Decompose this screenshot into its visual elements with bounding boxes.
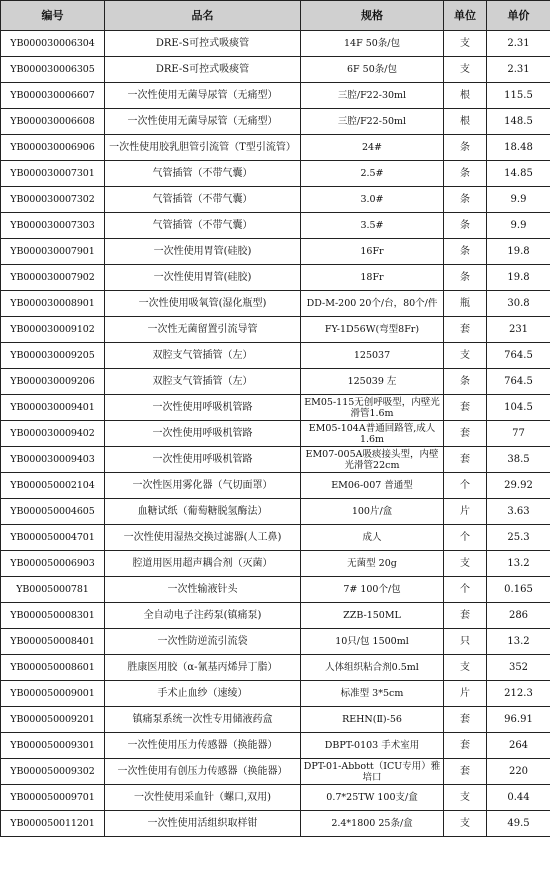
cell-name: 一次性使用压力传感器（换能器） bbox=[105, 733, 301, 759]
cell-spec: REHN(Ⅱ)-56 bbox=[301, 707, 444, 733]
cell-code: YB000050009001 bbox=[1, 681, 105, 707]
cell-unit: 套 bbox=[444, 603, 487, 629]
cell-unit: 个 bbox=[444, 577, 487, 603]
cell-name: 胜康医用胶（α-氰基丙烯异丁脂） bbox=[105, 655, 301, 681]
cell-unit: 片 bbox=[444, 681, 487, 707]
cell-unit: 条 bbox=[444, 161, 487, 187]
cell-unit: 片 bbox=[444, 499, 487, 525]
cell-code: YB000050011201 bbox=[1, 811, 105, 837]
cell-unit: 套 bbox=[444, 395, 487, 421]
cell-name: 一次性使用呼吸机管路 bbox=[105, 421, 301, 447]
cell-price: 231 bbox=[487, 317, 550, 343]
cell-price: 19.8 bbox=[487, 265, 550, 291]
cell-spec: 标准型 3*5cm bbox=[301, 681, 444, 707]
cell-price: 38.5 bbox=[487, 447, 550, 473]
cell-code: YB000030009401 bbox=[1, 395, 105, 421]
cell-spec: 6F 50条/包 bbox=[301, 57, 444, 83]
cell-spec: 成人 bbox=[301, 525, 444, 551]
cell-unit: 套 bbox=[444, 707, 487, 733]
cell-price: 148.5 bbox=[487, 109, 550, 135]
cell-price: 212.3 bbox=[487, 681, 550, 707]
table-row bbox=[1, 213, 550, 239]
cell-unit: 条 bbox=[444, 265, 487, 291]
cell-spec: 24# bbox=[301, 135, 444, 161]
table-row bbox=[1, 265, 550, 291]
cell-code: YB000030009205 bbox=[1, 343, 105, 369]
cell-code: YB000050006903 bbox=[1, 551, 105, 577]
table-row bbox=[1, 473, 550, 499]
cell-name: 手术止血纱（速绫） bbox=[105, 681, 301, 707]
cell-price: 29.92 bbox=[487, 473, 550, 499]
cell-spec: DPT-01-Abbott（ICU专用）雅培口 bbox=[301, 759, 444, 785]
cell-spec: 3.5# bbox=[301, 213, 444, 239]
cell-spec: 三腔/F22-30ml bbox=[301, 83, 444, 109]
column-header-unit: 单位 bbox=[444, 1, 487, 31]
table-row bbox=[1, 811, 550, 837]
cell-price: 104.5 bbox=[487, 395, 550, 421]
cell-unit: 只 bbox=[444, 629, 487, 655]
cell-name: 一次性使用呼吸机管路 bbox=[105, 395, 301, 421]
table-row bbox=[1, 161, 550, 187]
cell-price: 352 bbox=[487, 655, 550, 681]
cell-spec: ZZB-150ML bbox=[301, 603, 444, 629]
cell-unit: 套 bbox=[444, 447, 487, 473]
cell-name: 一次性使用采血针（螺口,双用) bbox=[105, 785, 301, 811]
cell-name: 腔道用医用超声耦合剂（灭菌） bbox=[105, 551, 301, 577]
cell-price: 2.31 bbox=[487, 31, 550, 57]
cell-unit: 根 bbox=[444, 109, 487, 135]
cell-price: 3.63 bbox=[487, 499, 550, 525]
table-row bbox=[1, 629, 550, 655]
cell-code: YB000050008601 bbox=[1, 655, 105, 681]
column-header-code: 编号 bbox=[1, 1, 105, 31]
table-row bbox=[1, 733, 550, 759]
cell-name: 一次性输液针头 bbox=[105, 577, 301, 603]
cell-spec: 14F 50条/包 bbox=[301, 31, 444, 57]
cell-price: 49.5 bbox=[487, 811, 550, 837]
table-row bbox=[1, 291, 550, 317]
table-row bbox=[1, 187, 550, 213]
table-row bbox=[1, 317, 550, 343]
cell-code: YB000030008901 bbox=[1, 291, 105, 317]
cell-price: 25.3 bbox=[487, 525, 550, 551]
table-row bbox=[1, 681, 550, 707]
cell-spec: EM07-005A吸痰接头型，内壁光滑管22cm bbox=[301, 447, 444, 473]
cell-spec: 125039 左 bbox=[301, 369, 444, 395]
cell-spec: 100片/盒 bbox=[301, 499, 444, 525]
cell-spec: DD-M-200 20个/台，80个/件 bbox=[301, 291, 444, 317]
cell-code: YB000030007901 bbox=[1, 239, 105, 265]
cell-name: 一次性使用无菌导尿管（无痛型） bbox=[105, 109, 301, 135]
cell-price: 14.85 bbox=[487, 161, 550, 187]
cell-spec: 16Fr bbox=[301, 239, 444, 265]
table-row bbox=[1, 369, 550, 395]
cell-unit: 个 bbox=[444, 473, 487, 499]
cell-name: 一次性使用呼吸机管路 bbox=[105, 447, 301, 473]
cell-code: YB000030007301 bbox=[1, 161, 105, 187]
table-row bbox=[1, 109, 550, 135]
cell-spec: 3.0# bbox=[301, 187, 444, 213]
table-row bbox=[1, 499, 550, 525]
table-row bbox=[1, 31, 550, 57]
cell-spec: DBPT-0103 手术室用 bbox=[301, 733, 444, 759]
cell-name: 镇痛泵系统一次性专用储液药盒 bbox=[105, 707, 301, 733]
cell-unit: 瓶 bbox=[444, 291, 487, 317]
cell-unit: 支 bbox=[444, 57, 487, 83]
table-row bbox=[1, 395, 550, 421]
cell-spec: EM06-007 普通型 bbox=[301, 473, 444, 499]
cell-spec: EM05-115无创呼吸型，内壁光滑管1.6m bbox=[301, 395, 444, 421]
cell-unit: 支 bbox=[444, 343, 487, 369]
cell-unit: 条 bbox=[444, 135, 487, 161]
cell-name: DRE-S可控式吸痰管 bbox=[105, 31, 301, 57]
cell-name: 一次性无菌留置引流导管 bbox=[105, 317, 301, 343]
cell-name: 气管插管（不带气囊） bbox=[105, 213, 301, 239]
table-row bbox=[1, 421, 550, 447]
cell-price: 764.5 bbox=[487, 343, 550, 369]
cell-name: 双腔支气管插管（左） bbox=[105, 369, 301, 395]
table-row bbox=[1, 57, 550, 83]
cell-code: YB000050009201 bbox=[1, 707, 105, 733]
cell-spec: FY-1D56W(弯型8Fr) bbox=[301, 317, 444, 343]
cell-name: 一次性使用无菌导尿管（无痛型） bbox=[105, 83, 301, 109]
cell-code: YB000050009701 bbox=[1, 785, 105, 811]
table-row bbox=[1, 603, 550, 629]
cell-code: YB000050004701 bbox=[1, 525, 105, 551]
cell-name: 一次性医用雾化器（气切面罩） bbox=[105, 473, 301, 499]
cell-code: YB000030007303 bbox=[1, 213, 105, 239]
cell-code: YB000030009402 bbox=[1, 421, 105, 447]
cell-price: 286 bbox=[487, 603, 550, 629]
table-row bbox=[1, 83, 550, 109]
cell-price: 18.48 bbox=[487, 135, 550, 161]
cell-code: YB0005000781 bbox=[1, 577, 105, 603]
cell-name: 一次性防逆流引流袋 bbox=[105, 629, 301, 655]
cell-code: YB000030009403 bbox=[1, 447, 105, 473]
cell-code: YB000030006304 bbox=[1, 31, 105, 57]
cell-price: 264 bbox=[487, 733, 550, 759]
cell-price: 9.9 bbox=[487, 213, 550, 239]
column-header-spec: 规格 bbox=[301, 1, 444, 31]
cell-code: YB000050009302 bbox=[1, 759, 105, 785]
cell-price: 2.31 bbox=[487, 57, 550, 83]
cell-name: DRE-S可控式吸痰管 bbox=[105, 57, 301, 83]
cell-spec: 125037 bbox=[301, 343, 444, 369]
cell-spec: EM05-104A普通回路管,成人1.6m bbox=[301, 421, 444, 447]
cell-price: 13.2 bbox=[487, 551, 550, 577]
column-header-price: 单价 bbox=[487, 1, 550, 31]
table-row bbox=[1, 577, 550, 603]
cell-code: YB000030006906 bbox=[1, 135, 105, 161]
cell-code: YB000030007902 bbox=[1, 265, 105, 291]
cell-unit: 套 bbox=[444, 733, 487, 759]
cell-name: 一次性使用湿热交换过滤器(人工鼻) bbox=[105, 525, 301, 551]
cell-price: 19.8 bbox=[487, 239, 550, 265]
header-row bbox=[1, 1, 550, 31]
cell-name: 全自动电子注药泵(镇痛泵) bbox=[105, 603, 301, 629]
table-row bbox=[1, 239, 550, 265]
cell-spec: 人体组织粘合剂0.5ml bbox=[301, 655, 444, 681]
cell-unit: 根 bbox=[444, 83, 487, 109]
cell-name: 一次性使用胶乳胆管引流管（T型引流管） bbox=[105, 135, 301, 161]
cell-price: 13.2 bbox=[487, 629, 550, 655]
cell-name: 气管插管（不带气囊） bbox=[105, 161, 301, 187]
cell-unit: 条 bbox=[444, 239, 487, 265]
cell-spec: 0.7*25TW 100支/盒 bbox=[301, 785, 444, 811]
cell-spec: 无菌型 20g bbox=[301, 551, 444, 577]
table-row bbox=[1, 655, 550, 681]
table-row bbox=[1, 551, 550, 577]
cell-unit: 支 bbox=[444, 31, 487, 57]
cell-name: 气管插管（不带气囊） bbox=[105, 187, 301, 213]
cell-name: 一次性使用胃管(硅胶) bbox=[105, 239, 301, 265]
cell-spec: 18Fr bbox=[301, 265, 444, 291]
table-row bbox=[1, 707, 550, 733]
table-row bbox=[1, 135, 550, 161]
cell-code: YB000050008401 bbox=[1, 629, 105, 655]
cell-name: 一次性使用有创压力传感器（换能器） bbox=[105, 759, 301, 785]
cell-unit: 支 bbox=[444, 785, 487, 811]
cell-name: 一次性使用吸氧管(湿化瓶型) bbox=[105, 291, 301, 317]
cell-price: 220 bbox=[487, 759, 550, 785]
cell-code: YB000050004605 bbox=[1, 499, 105, 525]
cell-spec: 2.5# bbox=[301, 161, 444, 187]
cell-unit: 套 bbox=[444, 759, 487, 785]
cell-unit: 支 bbox=[444, 551, 487, 577]
cell-code: YB000030006305 bbox=[1, 57, 105, 83]
cell-unit: 支 bbox=[444, 811, 487, 837]
cell-name: 血糖试纸（葡萄糖脱氢酶法） bbox=[105, 499, 301, 525]
cell-price: 0.44 bbox=[487, 785, 550, 811]
cell-code: YB000050008301 bbox=[1, 603, 105, 629]
cell-price: 764.5 bbox=[487, 369, 550, 395]
table-row bbox=[1, 447, 550, 473]
cell-code: YB000030009102 bbox=[1, 317, 105, 343]
cell-spec: 2.4*1800 25条/盒 bbox=[301, 811, 444, 837]
table-row bbox=[1, 759, 550, 785]
cell-code: YB000050002104 bbox=[1, 473, 105, 499]
cell-unit: 套 bbox=[444, 421, 487, 447]
cell-price: 9.9 bbox=[487, 187, 550, 213]
table-header bbox=[1, 1, 550, 31]
cell-price: 115.5 bbox=[487, 83, 550, 109]
cell-price: 0.165 bbox=[487, 577, 550, 603]
cell-code: YB000030009206 bbox=[1, 369, 105, 395]
cell-name: 一次性使用胃管(硅胶) bbox=[105, 265, 301, 291]
cell-price: 77 bbox=[487, 421, 550, 447]
cell-code: YB000030007302 bbox=[1, 187, 105, 213]
cell-name: 一次性使用活组织取样钳 bbox=[105, 811, 301, 837]
cell-unit: 支 bbox=[444, 655, 487, 681]
cell-code: YB000030006608 bbox=[1, 109, 105, 135]
table-row bbox=[1, 343, 550, 369]
cell-name: 双腔支气管插管（左） bbox=[105, 343, 301, 369]
cell-unit: 条 bbox=[444, 187, 487, 213]
cell-price: 30.8 bbox=[487, 291, 550, 317]
cell-price: 96.91 bbox=[487, 707, 550, 733]
table-body bbox=[1, 31, 550, 837]
cell-spec: 三腔/F22-50ml bbox=[301, 109, 444, 135]
column-header-name: 品名 bbox=[105, 1, 301, 31]
cell-unit: 条 bbox=[444, 369, 487, 395]
table-row bbox=[1, 525, 550, 551]
cell-spec: 10只/包 1500ml bbox=[301, 629, 444, 655]
cell-code: YB000050009301 bbox=[1, 733, 105, 759]
cell-code: YB000030006607 bbox=[1, 83, 105, 109]
cell-unit: 套 bbox=[444, 317, 487, 343]
cell-unit: 条 bbox=[444, 213, 487, 239]
table-row bbox=[1, 785, 550, 811]
cell-spec: 7# 100个/包 bbox=[301, 577, 444, 603]
cell-unit: 个 bbox=[444, 525, 487, 551]
